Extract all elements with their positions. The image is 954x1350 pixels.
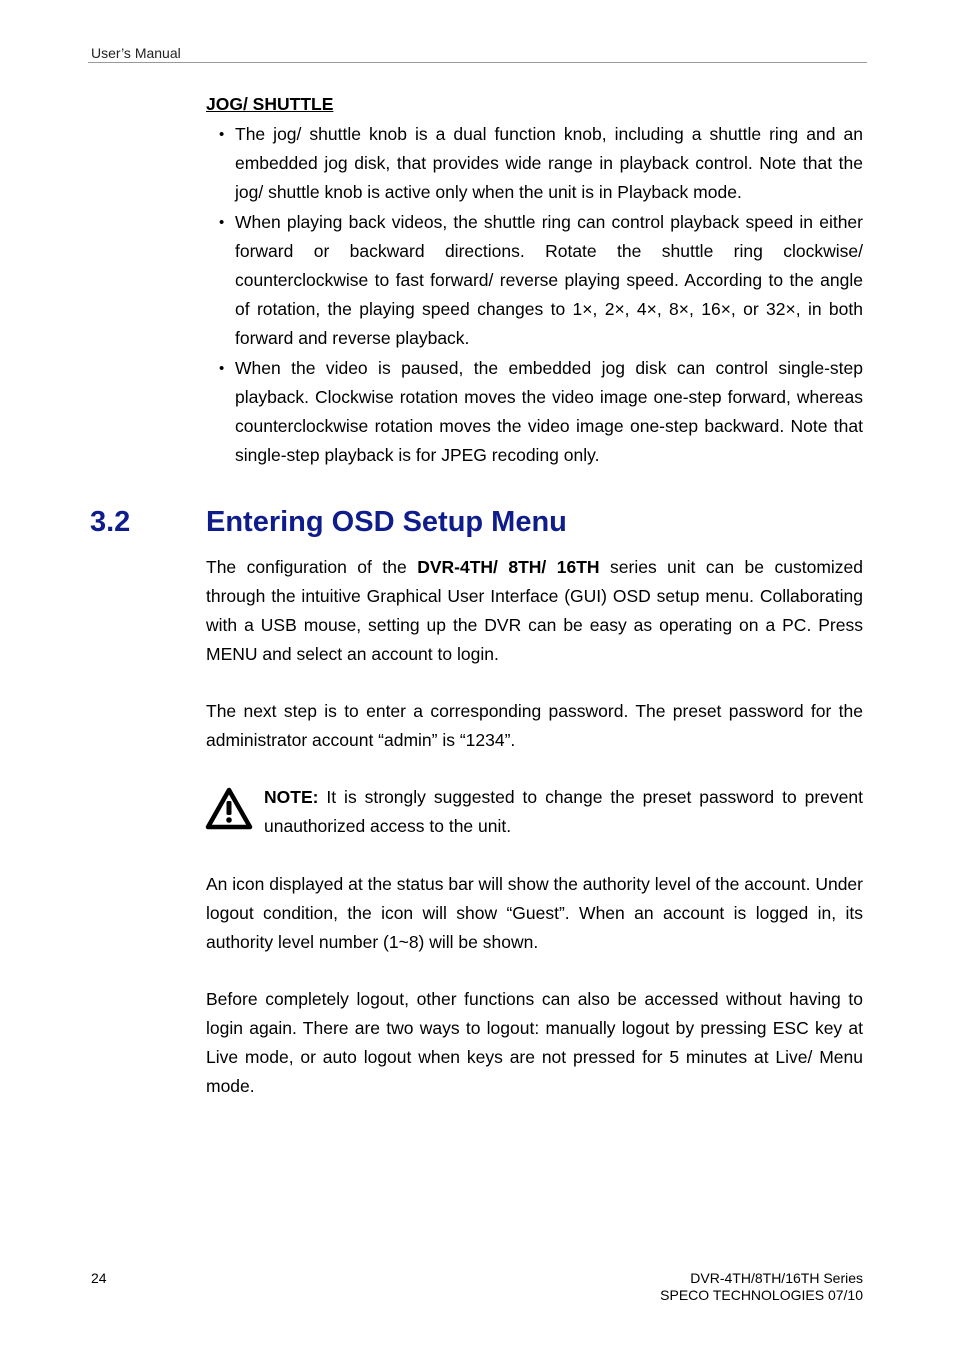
bullet-dot: • (219, 126, 225, 143)
bullet-text: The jog/ shuttle knob is a dual function knob, including a shuttle ring and an embedded jog disk, that provides wide range in playback control. Note that the jog/ shuttle knob is active only when the unit is in Playback mode. (235, 124, 863, 202)
header-divider (88, 62, 867, 63)
list-item (206, 354, 863, 470)
bullet-dot: • (219, 214, 225, 231)
jog-shuttle-heading: JOG/ SHUTTLE (206, 94, 334, 114)
note-label: NOTE: (264, 787, 319, 807)
list-item (206, 120, 863, 207)
section-title: Entering OSD Setup Menu (206, 506, 567, 538)
paragraph-logout: Before completely logout, other functions can also be accessed without having to login again. There are two ways to logout: manually logout by pressing ESC key at Live mode, or auto logout when keys are not pressed for 5 minutes at Live/ Menu mode. (206, 989, 863, 1096)
bullet-dot: • (219, 360, 225, 377)
section-number: 3.2 (90, 506, 131, 538)
bullet-text: When playing back videos, the shuttle ring can control playback speed in either forward or backward directions. Rotate the shuttle ring clockwise/ counterclockwise to fast forward/ reverse playing speed. According to the angle of rotation, the playing speed changes to 1×, 2×, 4×, 8×, 16×, or 32×, in both forward and reverse playback. (235, 212, 863, 348)
paragraph-text: series unit can be customized through the intuitive Graphical User Interface (GUI) OSD setup menu. Collaborating with a USB mouse, setting up the DVR can be easy as operating on a PC. Press MENU and select an account to login. (206, 557, 863, 664)
jog-shuttle-bullet-list (206, 120, 863, 471)
model-name: DVR-4TH/ 8TH/ 16TH (417, 557, 600, 577)
note-callout (264, 783, 863, 841)
footer-company: SPECO TECHNOLOGIES 07/10 (660, 1287, 863, 1303)
note-text: It is strongly suggested to change the preset password to prevent unauthorized access to the unit. (264, 787, 863, 836)
bullet-text: When the video is paused, the embedded jog disk can control single-step playback. Clockwise rotation moves the video image one-step forward, whereas counterclockwise rotation moves the video image one-step backward. Note that single-step playback is for JPEG recoding only. (235, 358, 863, 465)
paragraph-text: The configuration of the (206, 557, 418, 577)
list-item (206, 208, 863, 353)
paragraph-authority-icon: An icon displayed at the status bar will show the authority level of the account. Under logout condition, the icon will show “Guest”. When an account is logged in, its authority level number (1~8) will be shown. (206, 874, 863, 952)
running-header: User’s Manual (91, 45, 181, 61)
paragraph-configuration (206, 553, 863, 669)
footer-product-info (660, 1270, 863, 1304)
footer-series: DVR-4TH/8TH/16TH Series (690, 1270, 863, 1286)
page-number: 24 (91, 1270, 107, 1286)
warning-triangle-icon (205, 786, 253, 832)
paragraph-password: The next step is to enter a corresponding password. The preset password for the administrator account “admin” is “1234”. (206, 701, 863, 750)
